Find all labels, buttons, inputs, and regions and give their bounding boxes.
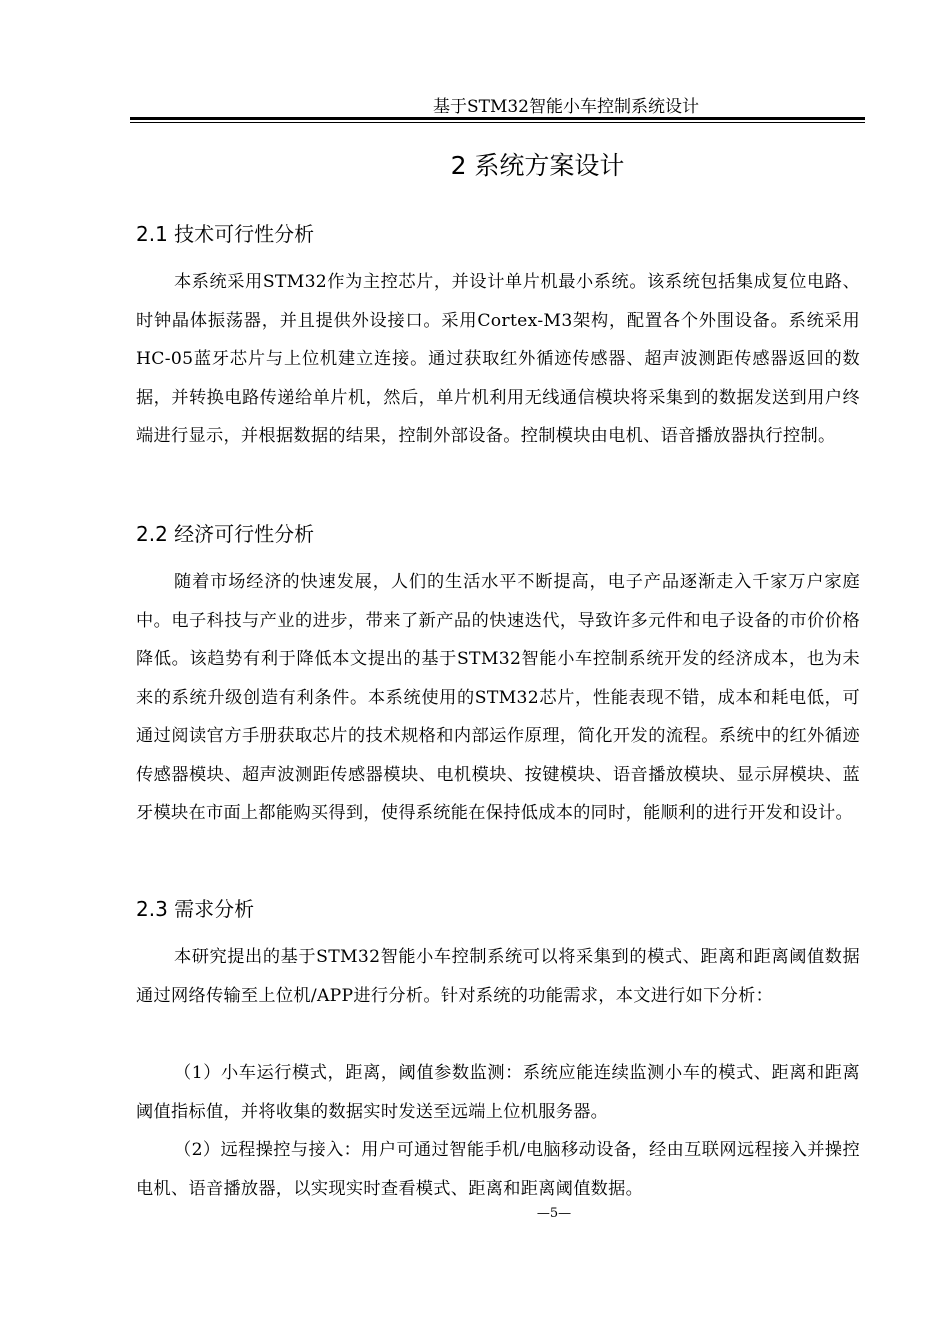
section-heading-2-1: 2.1 技术可行性分析 <box>136 222 315 246</box>
header-rule-thin <box>130 122 865 123</box>
requirement-item-1: （1）小车运行模式，距离，阈值参数监测：系统应能连续监测小车的模式、距离和距离阈值指标值，并将收集的数据实时发送至远端上位机服务器。 <box>136 1063 860 1122</box>
section-2-2-paragraph: 随着市场经济的快速发展，人们的生活水平不断提高，电子产品逐渐走入千家万户家庭中。电子科技与产业的进步，带来了新产品的快速迭代，导致许多元件和电子设备的市价价格降低。该趋势有利于降低本文提出的基于STM32智能小车控制系统开发的经济成本，也为未来的系统升级创造有利条件。本系统使用的STM32芯片，性能表现不错，成本和耗电低，可通过阅读官方手册获取芯片的技术规格和内部运作原理，简化开发的流程。系统中的红外循迹传感器模块、超声波测距传感器模块、电机模块、按键模块、语音播放模块、显示屏模块、蓝牙模块在市面上都能购买得到，使得系统能在保持低成本的同时，能顺利的进行开发和设计。 <box>136 572 860 823</box>
requirement-item-2: （2）远程操控与接入：用户可通过智能手机/电脑移动设备，经由互联网远程接入并操控电机、语音播放器，以实现实时查看模式、距离和距离阈值数据。 <box>136 1140 860 1199</box>
section-heading-2-2: 2.2 经济可行性分析 <box>136 522 315 546</box>
chapter-title: 2 系统方案设计 <box>450 151 625 180</box>
section-2-3-paragraph: 本研究提出的基于STM32智能小车控制系统可以将采集到的模式、距离和距离阈值数据通过网络传输至上位机/APP进行分析。针对系统的功能需求，本文进行如下分析： <box>136 947 860 1006</box>
running-header: 基于STM32智能小车控制系统设计 <box>432 97 699 117</box>
page-number: —5— <box>536 1206 572 1221</box>
section-2-1-paragraph: 本系统采用STM32作为主控芯片，并设计单片机最小系统。该系统包括集成复位电路、时钟晶体振荡器，并且提供外设接口。采用Cortex-M3架构，配置各个外围设备。系统采用HC-05蓝牙芯片与上位机建立连接。通过获取红外循迹传感器、超声波测距传感器返回的数据，并转换电路传递给单片机，然后，单片机利用无线通信模块将采集到的数据发送到用户终端进行显示，并根据数据的结果，控制外部设备。控制模块由电机、语音播放器执行控制。 <box>136 272 860 446</box>
section-heading-2-3: 2.3 需求分析 <box>136 897 255 921</box>
header-rule-thick <box>130 117 865 120</box>
